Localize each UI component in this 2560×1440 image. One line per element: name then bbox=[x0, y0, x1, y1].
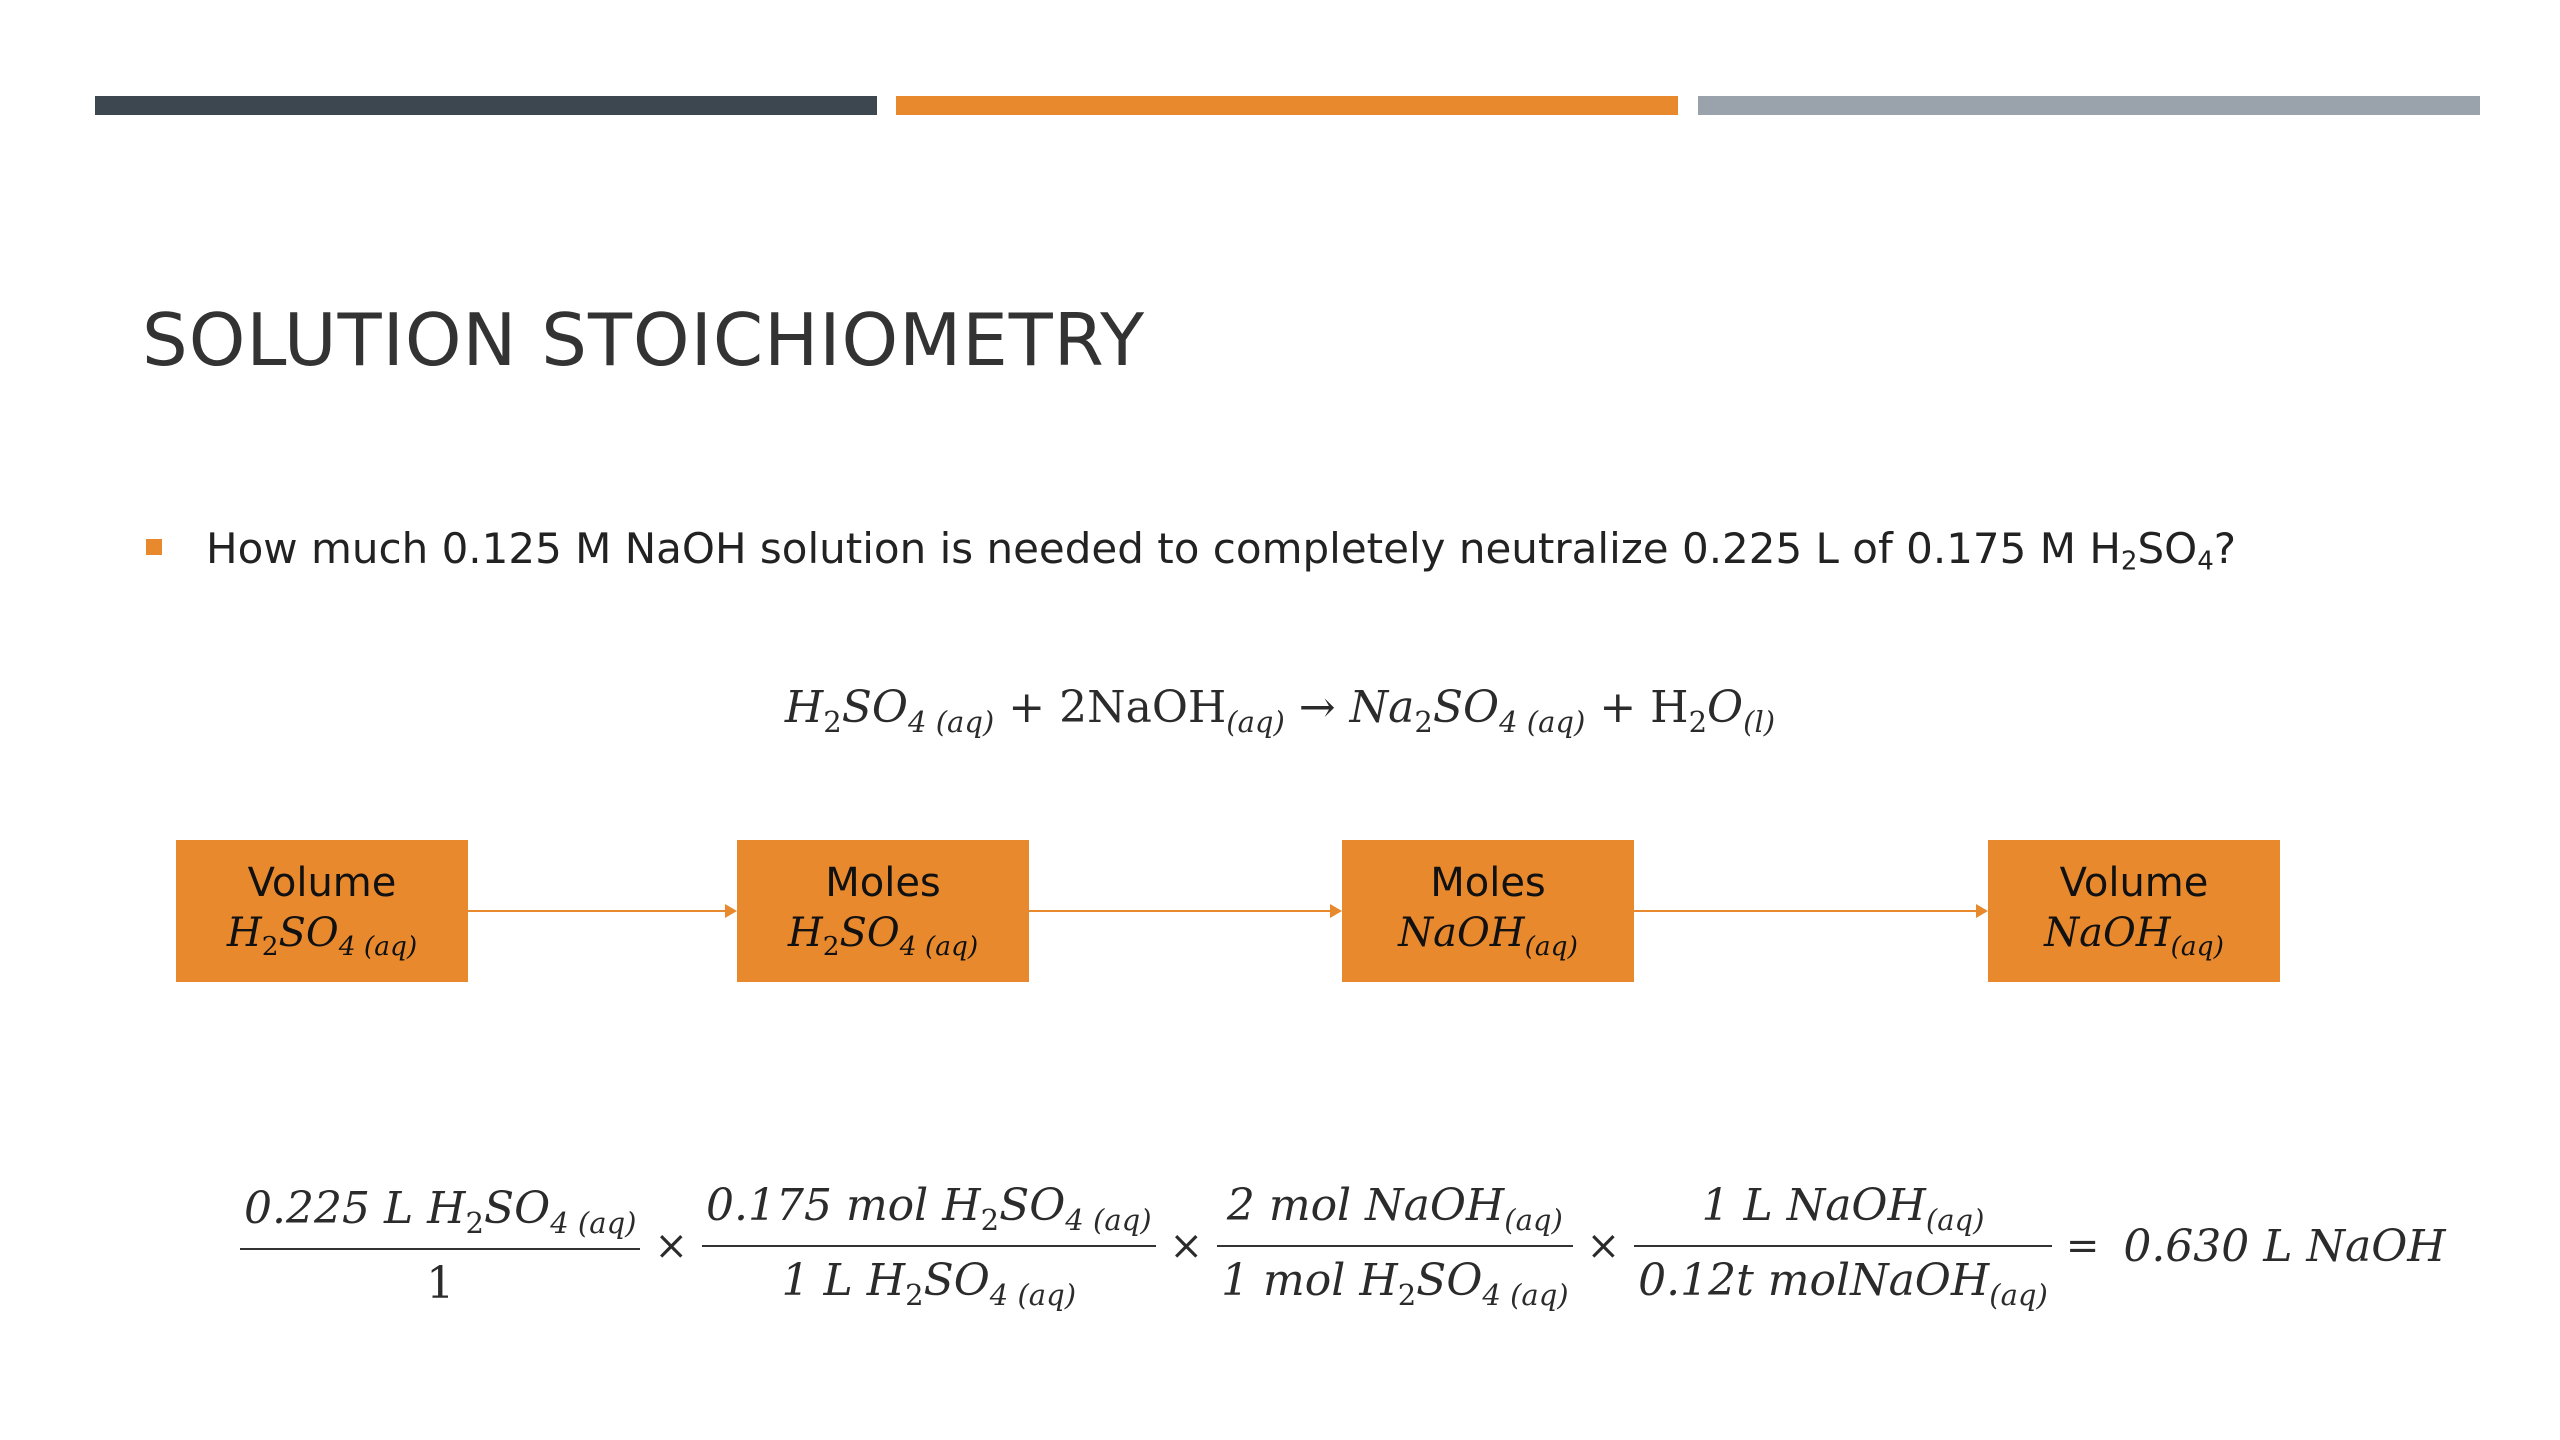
flow-box-formula: $H_2SO_{4 (aq)}$ bbox=[226, 910, 418, 963]
fraction-3: $\frac{2 mol NaOH_{(aq)}}{1 mol H_2SO_{4 (aq)}}$ bbox=[1217, 1180, 1573, 1312]
flow-arrow-1 bbox=[468, 904, 737, 918]
calculation-result: 0.630 L NaOH bbox=[2123, 1220, 2446, 1272]
top-accent-bar-dark bbox=[95, 96, 877, 115]
top-accent-bar-orange bbox=[896, 96, 1678, 115]
flow-box-moles-h2so4 bbox=[737, 840, 1029, 982]
flow-box-label: Moles bbox=[1430, 860, 1546, 907]
flow-box-moles-naoh bbox=[1342, 840, 1634, 982]
multiply-sign: × bbox=[1169, 1223, 1204, 1270]
chemical-equation: $H_2SO_{4 (aq)}$ + 2NaOH$_{(aq)}$ → $Na_2SO_{4 (aq)} + H_2O_{(l)}$ bbox=[784, 682, 1776, 740]
square-bullet-icon bbox=[146, 539, 162, 555]
dimensional-analysis bbox=[240, 1180, 2446, 1312]
flow-box-label: Volume bbox=[2059, 860, 2209, 907]
flow-arrow-3 bbox=[1634, 904, 1988, 918]
question-bullet bbox=[146, 524, 2236, 577]
flow-box-volume-naoh bbox=[1988, 840, 2280, 982]
fraction-1: $\frac{0.225 L H_2SO_{4 (aq)}}{1}$ bbox=[240, 1183, 640, 1309]
flow-arrow-2 bbox=[1029, 904, 1342, 918]
flow-box-formula: NaOH$_{(aq)}$ bbox=[2044, 910, 2224, 963]
fraction-4: $\frac{1 L NaOH_{(aq)}}{0.12t molNaOH_{(aq)}}$ bbox=[1634, 1180, 2052, 1312]
flow-box-formula: $H_2SO_{4 (aq)}$ bbox=[787, 910, 979, 963]
question-text: How much 0.125 M NaOH solution is needed to completely neutralize 0.225 L of 0.175 M H2SO4? bbox=[206, 524, 2237, 577]
flow-box-label: Volume bbox=[247, 860, 397, 907]
flow-box-volume-h2so4 bbox=[176, 840, 468, 982]
slide-title: SOLUTION STOICHIOMETRY bbox=[142, 298, 1146, 382]
top-accent-bar-gray bbox=[1698, 96, 2480, 115]
flow-box-formula: NaOH$_{(aq)}$ bbox=[1398, 910, 1578, 963]
arrow-head-icon bbox=[1976, 904, 1988, 918]
fraction-2: $\frac{0.175 mol H_2SO_{4 (aq)}}{1 L H_2SO_{4 (aq)}}$ bbox=[702, 1180, 1156, 1312]
multiply-sign: × bbox=[654, 1223, 688, 1270]
flow-box-label: Moles bbox=[825, 860, 941, 907]
equals-sign: = bbox=[2065, 1223, 2100, 1270]
arrow-head-icon bbox=[725, 904, 737, 918]
arrow-head-icon bbox=[1330, 904, 1342, 918]
multiply-sign: × bbox=[1586, 1223, 1621, 1270]
